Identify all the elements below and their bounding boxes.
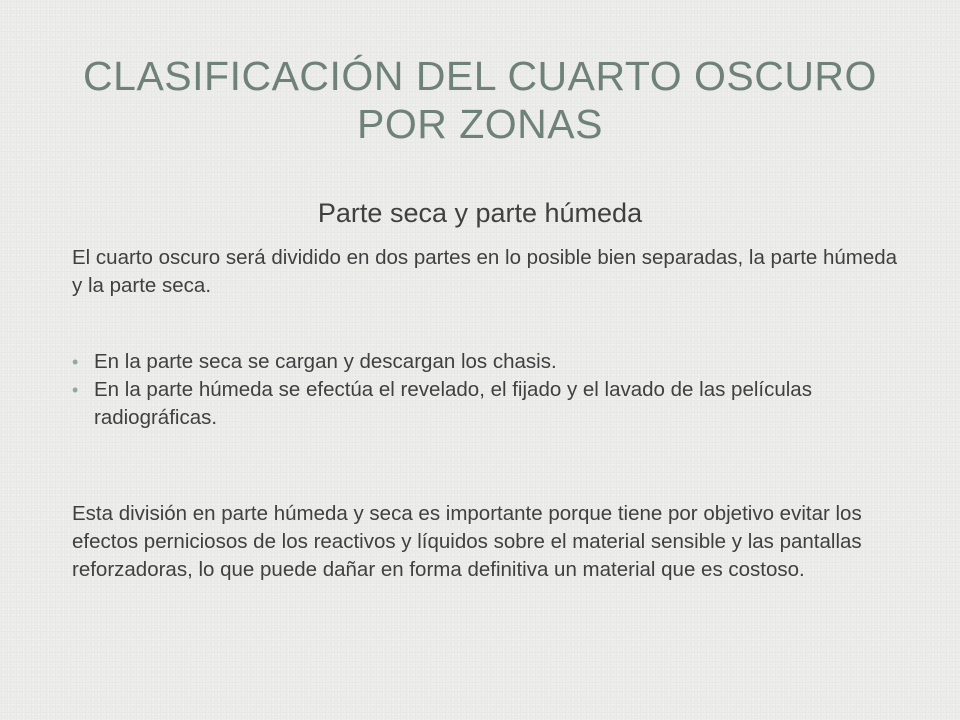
conclusion-paragraph: Esta división en parte húmeda y seca es importante porque tiene por objetivo evitar los efectos perniciosos de los reactivos y líquidos sobre el material sensible y las pantallas reforzadoras, lo que puede dañar en forma definitiva un material que es costoso. [72, 502, 862, 581]
slide-subtitle: Parte seca y parte húmeda [317, 198, 643, 228]
bullet-text: En la parte seca se cargan y descargan los chasis. [94, 350, 557, 373]
bullet-list [72, 348, 912, 432]
slide-title-line-1: CLASIFICACIÓN DEL CUARTO OSCURO [83, 53, 877, 99]
bullet-item [72, 376, 912, 432]
bullet-dot-icon: • [72, 380, 79, 400]
bullet-dot-icon: • [72, 352, 79, 372]
intro-paragraph: El cuarto oscuro será dividido en dos partes en lo posible bien separadas, la parte húmeda y la parte seca. [72, 246, 898, 297]
slide-title-line-2: POR ZONAS [357, 101, 603, 147]
slide-title [40, 52, 920, 148]
bullet-item [72, 348, 912, 376]
bullet-text: En la parte húmeda se efectúa el revelado, el fijado y el lavado de las películas radiográficas. [94, 378, 812, 429]
